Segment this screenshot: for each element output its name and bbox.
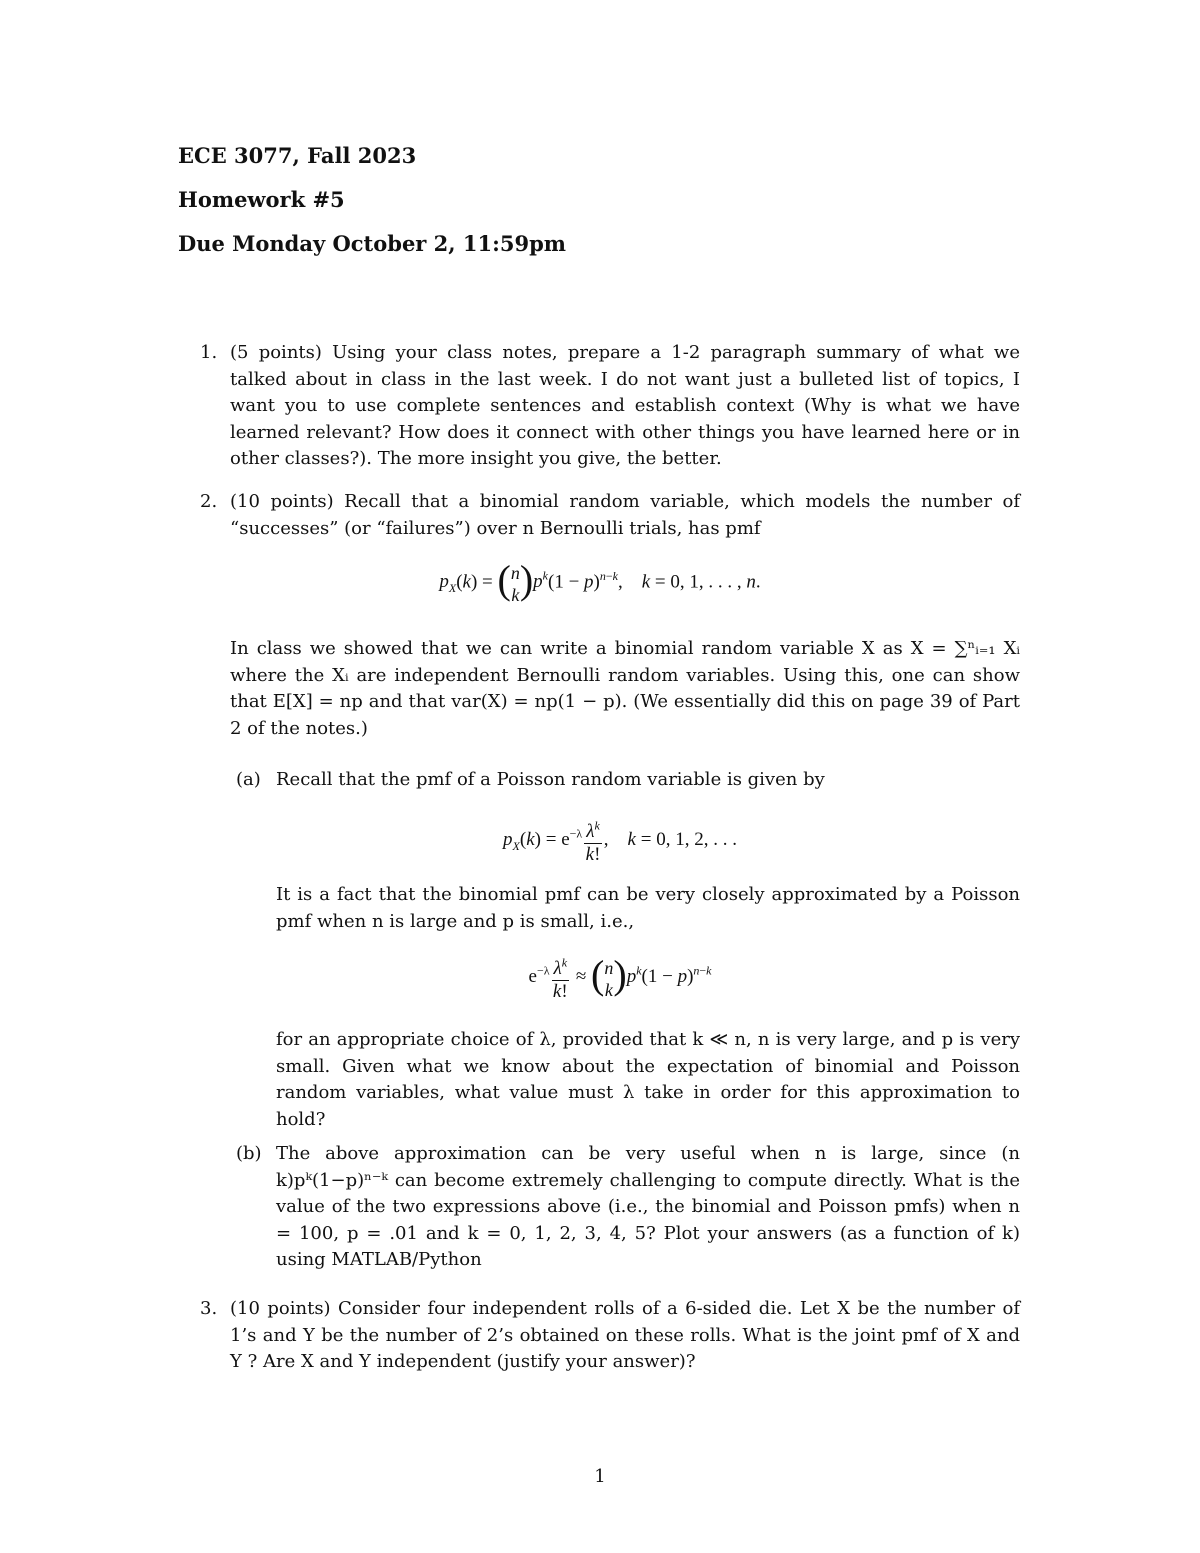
due-date: Due Monday October 2, 11:59pm <box>178 231 567 256</box>
part-b-label: (b) <box>236 1143 262 1164</box>
problem-2-number: 2. <box>200 491 218 512</box>
problem-1-number: 1. <box>200 342 218 363</box>
part-a-label: (a) <box>236 769 261 790</box>
page-number: 1 <box>594 1466 606 1487</box>
poisson-pmf-equation: $p_X(k) = e^{-\lambda}$ $\frac{\lambda^k}{k!}$ , k = 0, 1, 2, . . . <box>0 815 1200 866</box>
course-title: ECE 3077, Fall 2023 <box>178 143 417 168</box>
problem-3-text: (10 points) Consider four independent rolls of a 6-sided die. Let X be the number of 1’s and Y be the number of 2’s obtained on these rolls. What is the joint pmf of X and Y ? Are X and Y independent (justify your answer)? <box>230 1298 1020 1373</box>
problem-2-intro: (10 points) Recall that a binomial random variable, which models the number of “successes” (or “failures”) over n Bernoulli trials, has pmf <box>230 491 1020 539</box>
problem-1-text: (5 points) Using your class notes, prepare a 1-2 paragraph summary of what we talked about in class in the last week. I do not want just a bulleted list of topics, I want you to use complete sentences and establish context (Why is what we have learned relevant? How does it connect with other things you have learned here or in other classes?). The more insight you give, the better. <box>230 342 1020 470</box>
problem-3-number: 3. <box>200 1298 218 1319</box>
part-a-middle: It is a fact that the binomial pmf can be very closely approximated by a Poisson pmf when n is large and p is small, i.e., <box>276 884 1020 932</box>
part-b-text: The above approximation can be very useful when n is large, since (n k)pᵏ(1−p)ⁿ⁻ᵏ can become extremely challenging to compute directly. What is the value of the two expressions above (i.e., the binomial and Poisson pmfs) when n = 100, p = .01 and k = 0, 1, 2, 3, 4, 5? Plot your answers (as a function of k) using MATLAB/Python <box>276 1143 1020 1271</box>
approximation-equation: $e^{-\lambda}$ $\frac{\lambda^k}{k!}$ ≈ ( n k )$p^k(1 - p)^{n-k}$ <box>528 951 712 1003</box>
part-a-end: for an appropriate choice of λ, provided that k ≪ n, n is very large, and p is very small. Given what we know about the expectation of binomial and Poisson random variables, what value must λ take in order for this approximation to hold? <box>276 1029 1020 1130</box>
problem-2-body: In class we showed that we can write a binomial random variable X as X = ∑ⁿᵢ₌₁ Xᵢ where the Xᵢ are independent Bernoulli random variables. Using this, one can show that E[X] = np and that var(X) = np(1 − p). (We essentially did this on page 39 of Part 2 of the notes.) <box>230 638 1020 739</box>
part-a-intro: Recall that the pmf of a Poisson random variable is given by <box>276 769 825 790</box>
binomial-pmf-equation: $p_X(k)$ = ( n k )$p^k(1 - p)^{n-k}$, k = 0, 1, . . . , n. <box>439 557 761 605</box>
homework-title: Homework #5 <box>178 187 345 212</box>
